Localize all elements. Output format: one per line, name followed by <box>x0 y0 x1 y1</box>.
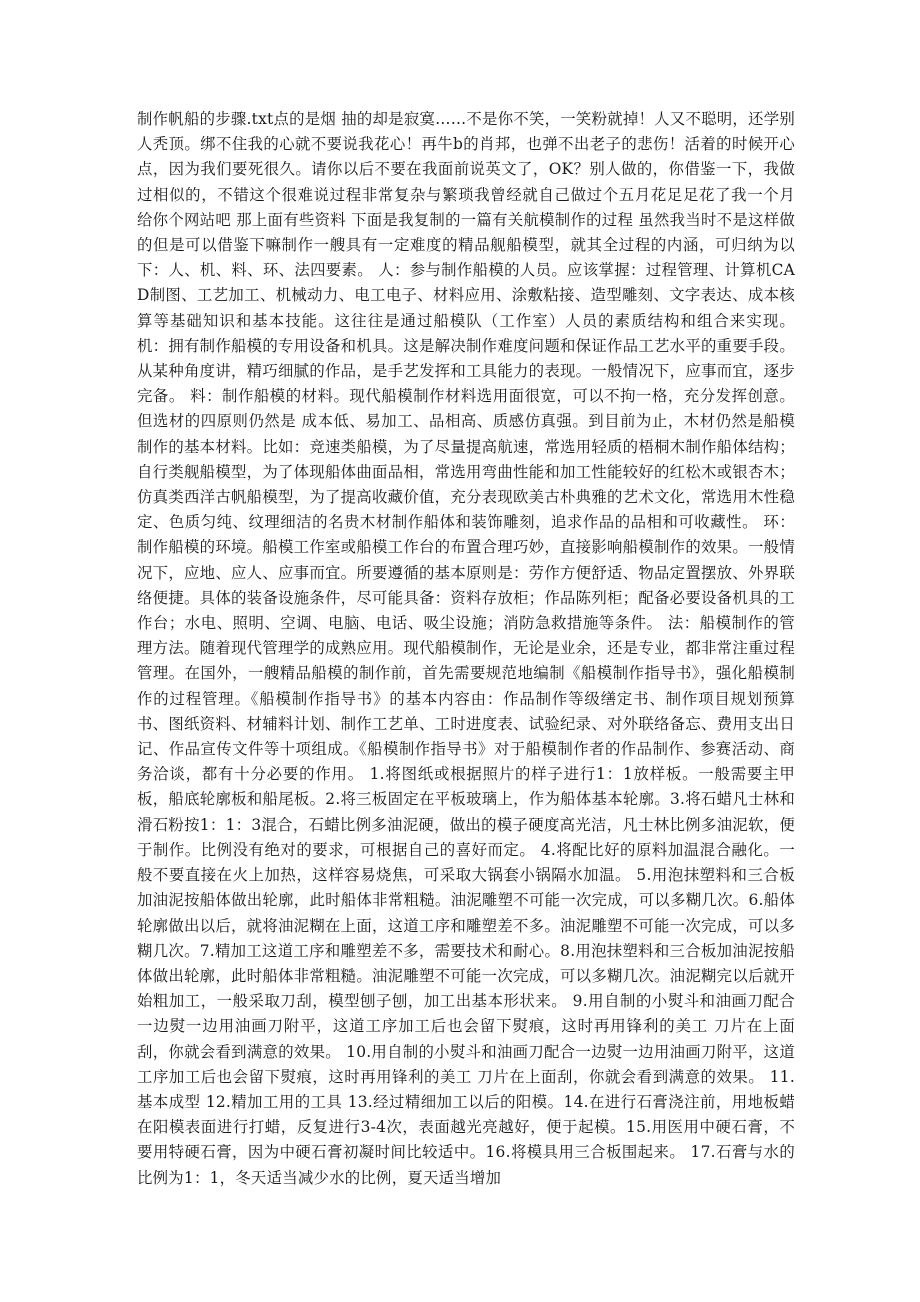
document-body-text: 制作帆船的步骤.txt点的是烟 抽的却是寂寞……不是你不笑，一笑粉就掉！人又不聪明，还学别人秃顶。绑不住我的心就不要说我花心！再牛b的肖邦，也弹不出老子的悲伤！活着的时候开心点，因为我们要死很久。请你以后不要在我面前说英文了，OK？别人做的，你借鉴一下，我做过相似的，不错这个很难说过程非常复杂与繁琐我曾经就自己做过个五月花足足花了我一个月 给你个网站吧 那上面有些资料 下面是我复制的一篇有关航模制作的过程 虽然我当时不是这样做的但是可以借鉴下嘛制作一艘具有一定难度的精品舰船模型，就其全过程的内涵，可归纳为以下：人、机、料、环、法四要素。 人：参与制作船模的人员。应该掌握：过程管理、计算机CAD制图、工艺加工、机械动力、电工电子、材料应用、涂敷粘接、造型雕刻、文字表达、成本核算等基础知识和基本技能。这往往是通过船模队（工作室）人员的素质结构和组合来实现。 机：拥有制作船模的专用设备和机具。这是解决制作难度问题和保证作品工艺水平的重要手段。从某种角度讲，精巧细腻的作品，是手艺发挥和工具能力的表现。一般情况下，应事而宜，逐步完备。 料：制作船模的材料。现代船模制作材料选用面很宽，可以不拘一格，充分发挥创意。但选材的四原则仍然是 成本低、易加工、品相高、质感仿真强。到目前为止，木材仍然是船模制作的基本材料。比如：竞速类船模，为了尽量提高航速，常选用轻质的梧桐木制作船体结构；自行类舰船模型，为了体现船体曲面品相，常选用弯曲性能和加工性能较好的红松木或银杏木；仿真类西洋古帆船模型，为了提高收藏价值，充分表现欧美古朴典雅的艺术文化，常选用木性稳定、色质匀纯、纹理细洁的名贵木材制作船体和装饰雕刻，追求作品的品相和可收藏性。 环：制作船模的环境。船模工作室或船模工作台的布置合理巧妙，直接影响船模制作的效果。一般情况下，应地、应人、应事而宜。所要遵循的基本原则是：劳作方便舒适、物品定置摆放、外界联络便捷。具体的装备设施条件，尽可能具备：资料存放柜；作品陈列柜；配备必要设备机具的工作台；水电、照明、空调、电脑、电话、吸尘设施；消防急救措施等条件。 法：船模制作的管理方法。随着现代管理学的成熟应用。现代船模制作，无论是业余，还是专业，都非常注重过程管理。在国外，一艘精品船模的制作前，首先需要规范地编制《船模制作指导书》，强化船模制作的过程管理。《船模制作指导书》的基本内容由：作品制作等级缮定书、制作项目规划预算书、图纸资料、材辅料计划、制作工艺单、工时进度表、试验纪录、对外联络备忘、费用支出日记、作品宣传文件等十项组成。《船模制作指导书》对于船模制作者的作品制作、参赛活动、商务洽谈，都有十分必要的作用。 1.将图纸或根据照片的样子进行1：1放样板。一般需要主甲板，船底轮廓板和船尾板。2.将三板固定在平板玻璃上，作为船体基本轮廓。3.将石蜡凡士林和滑石粉按1：1：3混合，石蜡比例多油泥硬，做出的模子硬度高光洁，凡士林比例多油泥软，便于制作。比例没有绝对的要求，可根据自己的喜好而定。 4.将配比好的原料加温混合融化。一般不要直接在火上加热，这样容易烧焦，可采取大锅套小锅隔水加温。 5.用泡抹塑料和三合板加油泥按船体做出轮廓，此时船体非常粗糙。油泥雕塑不可能一次完成，可以多糊几次。6.船体轮廓做出以后，就将油泥糊在上面，这道工序和雕塑差不多。油泥雕塑不可能一次完成，可以多糊几次。7.精加工这道工序和雕塑差不多，需要技术和耐心。8.用泡抹塑料和三合板加油泥按船体做出轮廓，此时船体非常粗糙。油泥雕塑不可能一次完成，可以多糊几次。油泥糊完以后就开始粗加工，一般采取刀刮，模型刨子刨，加工出基本形状来。 9.用自制的小熨斗和油画刀配合一边熨一边用油画刀附平，这道工序加工后也会留下熨痕，这时再用锋利的美工 刀片在上面刮，你就会看到满意的效果。 10.用自制的小熨斗和油画刀配合一边熨一边用油画刀附平，这道工序加工后也会留下熨痕，这时再用锋利的美工 刀片在上面刮，你就会看到满意的效果。 11.基本成型 12.精加工用的工具 13.经过精细加工以后的阳模。14.在进行石膏浇注前，用地板蜡在阳模表面进行打蜡，反复进行3-4次，表面越光亮越好，便于起模。15.用医用中硬石膏，不要用特硬石膏，因为中硬石膏初凝时间比较适中。16.将模具用三合板围起来。 17.石膏与水的比例为1：1，冬天适当减少水的比例，夏天适当增加 <box>137 110 795 1187</box>
